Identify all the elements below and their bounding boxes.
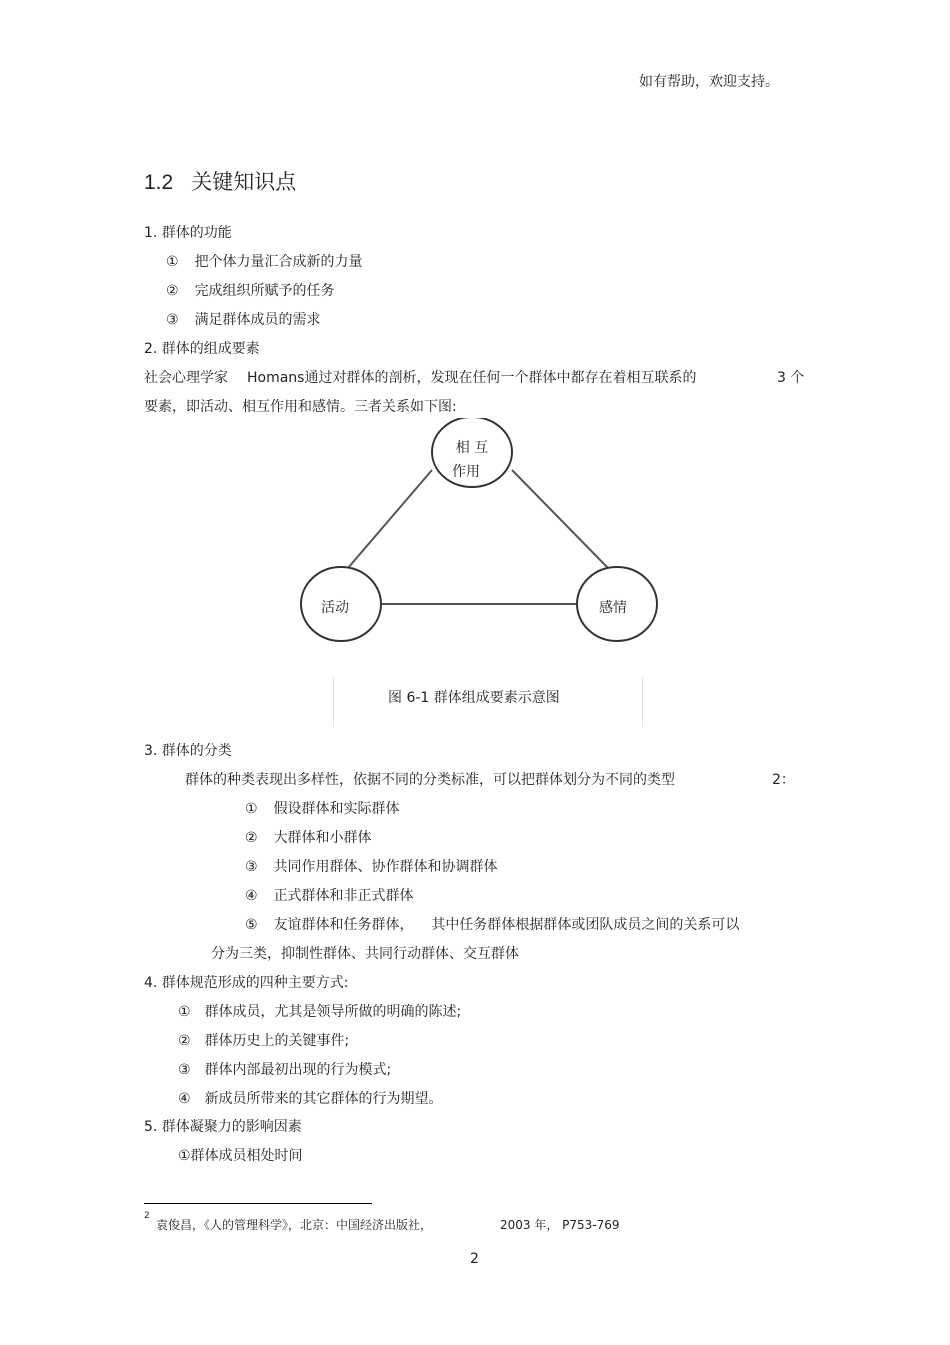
- s2-heading: 2. 群体的组成要素: [144, 341, 260, 357]
- s2-para-line1-b: Homans通过对群体的剖析，发现在任何一个群体中都存在着相互联系的: [247, 370, 697, 386]
- footnote-rule: [144, 1203, 372, 1204]
- s3-intro-a: 群体的种类表现出多样性，依据不同的分类标准，可以把群体划分为不同的类型: [185, 772, 675, 788]
- s2-para-line1-a: 社会心理学家: [144, 370, 228, 386]
- section-number: 1.2: [144, 171, 174, 194]
- s4-heading: 4. 群体规范形成的四种主要方式:: [144, 975, 349, 991]
- s5-item-1: ①群体成员相处时间: [178, 1148, 303, 1164]
- s1-item-1: ① 把个体力量汇合成新的力量: [166, 254, 363, 270]
- header-note: 如有帮助，欢迎支持。: [639, 74, 779, 90]
- figure-caption: 图 6-1 群体组成要素示意图: [388, 690, 560, 706]
- diagram-svg: [290, 418, 670, 653]
- s3-continuation: 分为三类，抑制性群体、共同行动群体、交互群体: [211, 946, 519, 962]
- s3-item-2: ② 大群体和小群体: [245, 830, 372, 846]
- s4-item-4: ④ 新成员所带来的其它群体的行为期望。: [178, 1091, 443, 1107]
- node-interaction-label-2: 作用: [452, 464, 480, 480]
- s4-item-2: ② 群体历史上的关键事件;: [178, 1033, 350, 1049]
- node-interaction-label-1: 相 互: [455, 440, 489, 456]
- s1-item-2: ② 完成组织所赋予的任务: [166, 283, 335, 299]
- footnote-text-b: 2003 年， P753-769: [500, 1218, 620, 1232]
- s3-heading: 3. 群体的分类: [144, 743, 232, 759]
- footnote-text-a: 袁俊昌，《人的管理科学》，北京：中国经济出版社，: [156, 1218, 433, 1232]
- page-number: 2: [470, 1251, 479, 1267]
- s3-item-4: ④ 正式群体和非正式群体: [245, 888, 414, 904]
- footnote-mark: 2: [144, 1211, 150, 1221]
- s4-item-1: ① 群体成员，尤其是领导所做的明确的陈述;: [178, 1004, 462, 1020]
- s3-intro-b: 2：: [772, 772, 795, 788]
- s3-item-5: ⑤ 友谊群体和任务群体， 其中任务群体根据群体或团队成员之间的关系可以: [245, 917, 740, 933]
- edge-interaction-activity: [348, 470, 432, 568]
- edge-interaction-sentiment: [512, 470, 608, 568]
- section-title-text: 关键知识点: [191, 170, 297, 194]
- s4-item-3: ③ 群体内部最初出现的行为模式;: [178, 1062, 392, 1078]
- node-sentiment-label: 感情: [599, 600, 627, 616]
- s3-item-3: ③ 共同作用群体、协作群体和协调群体: [245, 859, 498, 875]
- node-activity-label: 活动: [321, 600, 349, 616]
- s1-heading: 1. 群体的功能: [144, 225, 232, 241]
- s3-item-1: ① 假设群体和实际群体: [245, 801, 400, 817]
- group-elements-diagram: [290, 418, 670, 653]
- s2-para-line1-c: 3 个: [777, 370, 805, 386]
- s1-item-3: ③ 满足群体成员的需求: [166, 312, 321, 328]
- s5-heading: 5. 群体凝聚力的影响因素: [144, 1119, 302, 1135]
- section-title: [144, 166, 296, 196]
- s2-para-line2: 要素，即活动、相互作用和感情。三者关系如下图:: [144, 399, 457, 415]
